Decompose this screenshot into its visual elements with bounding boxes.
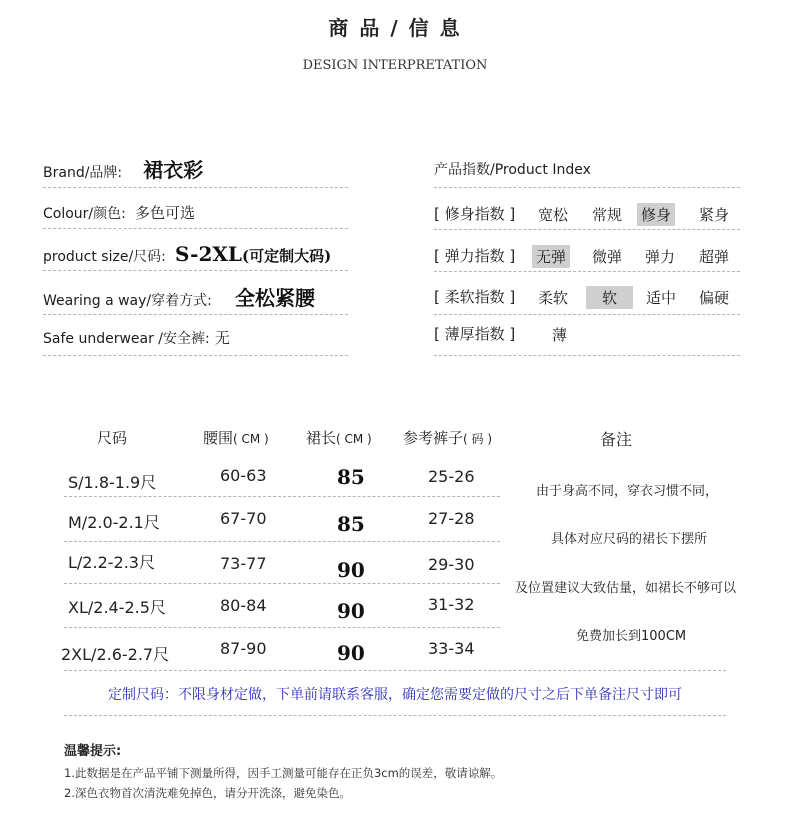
fit-option-tight: 紧身 bbox=[699, 206, 730, 224]
cell-waist: 80-84 bbox=[220, 596, 267, 615]
cell-size: L/2.2-2.3尺 bbox=[68, 553, 155, 572]
soft-option-hard: 偏硬 bbox=[699, 289, 730, 307]
size-note: (可定制大码) bbox=[241, 247, 332, 265]
soft-option-soft: 柔软 bbox=[538, 289, 569, 307]
fit-option-loose: 宽松 bbox=[538, 206, 569, 224]
divider bbox=[434, 355, 740, 356]
divider bbox=[43, 228, 348, 229]
product-index-title: 产品指数/Product Index bbox=[434, 162, 591, 178]
size-value: S-2XL bbox=[174, 242, 242, 266]
stretch-option-none: 无弹 bbox=[532, 245, 570, 268]
cell-pants: 31-32 bbox=[428, 595, 475, 614]
wear-row bbox=[43, 282, 315, 311]
divider bbox=[434, 229, 740, 230]
cell-size: XL/2.4-2.5尺 bbox=[68, 598, 166, 617]
header-size: 尺码 bbox=[97, 429, 128, 447]
divider bbox=[43, 355, 348, 356]
divider bbox=[64, 496, 500, 497]
stretch-option-super: 超弹 bbox=[699, 248, 730, 266]
cell-pants: 29-30 bbox=[428, 555, 475, 574]
cell-size: S/1.8-1.9尺 bbox=[68, 473, 157, 492]
stretch-option-slight: 微弹 bbox=[592, 248, 623, 266]
cell-waist: 87-90 bbox=[220, 639, 267, 658]
divider bbox=[64, 541, 500, 542]
divider bbox=[43, 187, 348, 188]
cell-length: 90 bbox=[337, 599, 365, 623]
cell-waist: 60-63 bbox=[220, 466, 267, 485]
remark-line: 由于身高不同，穿衣习惯不同， bbox=[536, 484, 719, 499]
wear-label: Wearing a way/穿着方式: bbox=[43, 293, 212, 309]
cell-length: 90 bbox=[337, 641, 365, 665]
colour-row bbox=[43, 202, 195, 223]
divider bbox=[64, 670, 726, 671]
safe-row bbox=[43, 327, 230, 348]
remark-line: 免费加长到100CM bbox=[576, 629, 687, 644]
safe-value: 无 bbox=[214, 329, 230, 347]
divider bbox=[434, 271, 740, 272]
cell-size: M/2.0-2.1尺 bbox=[68, 513, 160, 532]
custom-size-note: 定制尺码：不限身材定做，下单前请联系客服，确定您需要定做的尺寸之后下单备注尺寸即可 bbox=[108, 687, 682, 703]
remark-line: 具体对应尺码的裙长下摆所 bbox=[551, 532, 708, 547]
cell-pants: 33-34 bbox=[428, 639, 475, 658]
tip-line: 2.深色衣物首次清洗难免掉色，请分开洗涤，避免染色。 bbox=[64, 786, 351, 800]
cell-waist: 67-70 bbox=[220, 509, 267, 528]
index-name-thickness: [ 薄厚指数 ] bbox=[434, 325, 516, 343]
page-title: 商 品 / 信 息 bbox=[328, 16, 462, 40]
tips-title: 温馨提示: bbox=[64, 744, 122, 759]
size-label: product size/尺码: bbox=[43, 249, 166, 265]
divider bbox=[64, 627, 500, 628]
index-name-fit: [ 修身指数 ] bbox=[434, 205, 516, 223]
size-row bbox=[43, 242, 331, 266]
safe-label: Safe underwear /安全裤: bbox=[43, 331, 210, 347]
header-waist: 腰围( CM ) bbox=[203, 429, 269, 447]
index-name-stretch: [ 弹力指数 ] bbox=[434, 247, 516, 265]
remark-line: 及位置建议大致估量，如裙长不够可以 bbox=[515, 581, 737, 596]
soft-option-medium: 适中 bbox=[646, 289, 677, 307]
divider bbox=[43, 314, 348, 315]
cell-length: 85 bbox=[337, 465, 365, 489]
cell-pants: 27-28 bbox=[428, 509, 475, 528]
cell-length: 85 bbox=[337, 512, 365, 536]
header-length: 裙长( CM ) bbox=[306, 429, 372, 447]
header-remark: 备注 bbox=[600, 430, 633, 449]
soft-option-softer: 软 bbox=[586, 286, 633, 309]
divider bbox=[64, 715, 726, 716]
cell-waist: 73-77 bbox=[220, 554, 267, 573]
colour-label: Colour/颜色: bbox=[43, 206, 126, 222]
header-pants: 参考裤子( 码 ) bbox=[403, 429, 493, 447]
brand-value: 裙衣彩 bbox=[143, 158, 204, 182]
cell-pants: 25-26 bbox=[428, 467, 475, 486]
fit-option-regular: 常规 bbox=[592, 206, 623, 224]
thickness-option-thin: 薄 bbox=[552, 326, 568, 344]
wear-value: 全松紧腰 bbox=[234, 286, 315, 310]
divider bbox=[64, 583, 500, 584]
stretch-option-stretch: 弹力 bbox=[645, 248, 676, 266]
tip-line: 1.此数据是在产品平铺下测量所得，因手工测量可能存在正负3cm的误差，敬请谅解。 bbox=[64, 766, 503, 780]
divider bbox=[434, 187, 740, 188]
cell-length: 90 bbox=[337, 558, 365, 582]
brand-label: Brand/品牌: bbox=[43, 165, 123, 181]
page-subtitle: DESIGN INTERPRETATION bbox=[302, 58, 488, 73]
colour-value: 多色可选 bbox=[134, 204, 195, 222]
divider bbox=[434, 314, 740, 315]
fit-option-slim: 修身 bbox=[637, 203, 675, 226]
cell-size: 2XL/2.6-2.7尺 bbox=[61, 645, 170, 664]
brand-row bbox=[43, 154, 203, 183]
index-name-softness: [ 柔软指数 ] bbox=[434, 288, 516, 306]
divider bbox=[43, 270, 348, 271]
